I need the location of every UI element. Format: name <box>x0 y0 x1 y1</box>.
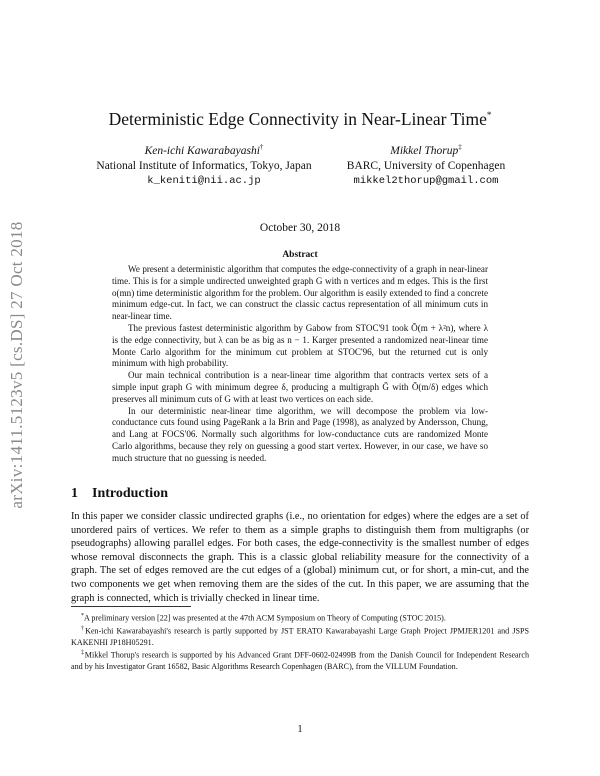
abstract-heading: Abstract <box>282 250 318 260</box>
intro-paragraph: In this paper we consider classic undirected graphs (i.e., no orientation for edges) where the edges are a set of unordered pairs of vertices. We refer to them as a simple graphs to distinguish them from multigraphs (or pseudographs) allowing parallel edges. For both cases, the edge-connectivity is the smallest number of edges whose removal disconnects the graph. This is a classic global reliability measure for the connectivity of a graph. The set of edges removed are the cut edges of a (global) minimum cut, or for short, a min-cut, and the two components we get when removing them are the sides of the cut. In this paper, we are assuming that the graph is connected, which is trivially checked in linear time. <box>71 511 529 604</box>
paper-title <box>0 109 600 130</box>
section-number: 1 <box>71 486 78 501</box>
arxiv-identifier-text: arXiv:1411.5123v5 [cs.DS] 27 Oct 2018 <box>7 221 26 509</box>
author-email-1[interactable]: k_keniti@nii.ac.jp <box>147 174 261 187</box>
abstract-paragraph-1: We present a deterministic algorithm that computes the edge-connectivity of a graph in near-linear time. This is for a simple undirected unweighted graph G with n vertices and m edges. This is the first o(mn) time deterministic algorithm for the problem. Our algorithm is easily extended to find a concrete minimum edge-cut. In fact, we can construct the classic cactus representation of all minimum cuts in near-linear time. <box>112 264 488 322</box>
section-heading <box>71 486 168 502</box>
paper-date: October 30, 2018 <box>259 222 341 234</box>
author-email-2[interactable]: mikkel2thorup@gmail.com <box>353 174 499 187</box>
arxiv-identifier <box>6 180 28 550</box>
section-title: Introduction <box>92 486 168 501</box>
abstract-paragraph-4: In our deterministic near-linear time algorithm, we will decompose the problem via low-conductance cuts found using PageRank a la Brin and Page (1998), as analyzed by Andersson, Chung, and Lang at FOCS'06. Normally such algorithms for low-conductance cuts are randomized Monte Carlo algorithms, because they rely on guessing a good start vertex. However, in our case, we have so much structure that no guessing is needed. <box>112 405 488 463</box>
footnote-3: ‡Mikkel Thorup's research is supported by his Advanced Grant DFF-0602-02499B from the Danish Council for Independent Research and by his Investigator Grant 16582, Basic Algorithms Research Copenhagen (BARC), from the VILLUM Foundation. <box>71 650 529 671</box>
title-footnote-mark: * <box>486 110 492 121</box>
footnotes <box>71 611 529 673</box>
abstract-body <box>112 264 488 465</box>
abstract-paragraph-3: Our main technical contribution is a near-linear time algorithm that contracts vertex sets of a simple input graph G with minimum degree δ, producing a multigraph Ḡ with Õ(m/δ) edges which preserves all minimum cuts of G with at least two vertices on each side. <box>112 370 488 404</box>
author-affiliation-2: BARC, University of Copenhagen <box>346 159 506 172</box>
footnote-2: †Ken-ichi Kawarabayashi's research is partly supported by JST ERATO Kawarabayashi Large Graph Project JPMJER1201 and JSPS KAKENHI JP18H05291. <box>71 626 529 647</box>
footnote-rule <box>71 606 191 607</box>
page-number: 1 <box>297 724 303 735</box>
author-name-2: Mikkel Thorup‡ <box>390 143 462 157</box>
author-block-1 <box>88 140 320 189</box>
author-affiliation-1: National Institute of Informatics, Tokyo, Japan <box>96 159 312 172</box>
abstract-paragraph-2: The previous fastest deterministic algorithm by Gabow from STOC'91 took Õ(m + λ²n), where λ is the edge connectivity, but λ can be as big as n − 1. Karger presented a randomized near-linear time Monte Carlo algorithm for the minimum cut problem at STOC'96, but the returned cut is only minimum with high probability. <box>112 322 488 369</box>
author-name-1: Ken-ichi Kawarabayashi† <box>144 143 264 157</box>
footnote-1: *A preliminary version [22] was presented at the 47th ACM Symposium on Theory of Computing (STOC 2015). <box>81 613 446 623</box>
author-block-2 <box>335 140 517 189</box>
paper-title-text: Deterministic Edge Connectivity in Near-Linear Time <box>108 109 487 129</box>
